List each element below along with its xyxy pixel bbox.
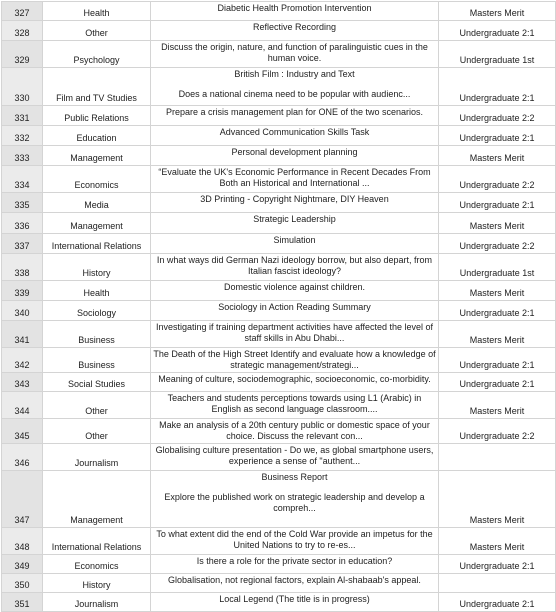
table-row bbox=[2, 254, 556, 281]
grade-cell: Undergraduate 2:1 bbox=[439, 21, 556, 41]
row-number: 344 bbox=[2, 392, 43, 419]
row-number: 334 bbox=[2, 166, 43, 193]
grade-cell: Undergraduate 2:1 bbox=[439, 593, 556, 612]
subject-cell: Psychology bbox=[43, 41, 151, 68]
grade-cell: Masters Merit bbox=[439, 2, 556, 21]
subject-cell: Business bbox=[43, 321, 151, 348]
grade-cell: Undergraduate 2:1 bbox=[439, 555, 556, 574]
table-row bbox=[2, 166, 556, 193]
essay-title-link[interactable] bbox=[151, 528, 439, 555]
essay-title-link[interactable] bbox=[151, 68, 439, 106]
essay-title-link[interactable] bbox=[151, 555, 439, 574]
row-number: 328 bbox=[2, 21, 43, 41]
grade-cell: Undergraduate 2:2 bbox=[439, 234, 556, 254]
row-number: 349 bbox=[2, 555, 43, 574]
row-number: 347 bbox=[2, 471, 43, 528]
table-row bbox=[2, 301, 556, 321]
subject-cell: Other bbox=[43, 21, 151, 41]
grade-cell: Undergraduate 2:1 bbox=[439, 193, 556, 213]
table-row bbox=[2, 193, 556, 213]
row-number: 339 bbox=[2, 281, 43, 301]
title-line[interactable]: Advanced Communication Skills Task bbox=[219, 127, 370, 137]
grade-cell: Undergraduate 2:2 bbox=[439, 106, 556, 126]
row-number: 348 bbox=[2, 528, 43, 555]
row-number: 337 bbox=[2, 234, 43, 254]
title-line[interactable]: Personal development planning bbox=[231, 147, 358, 157]
row-number: 340 bbox=[2, 301, 43, 321]
row-number: 336 bbox=[2, 213, 43, 234]
subject-cell: International Relations bbox=[43, 528, 151, 555]
essay-title-link[interactable] bbox=[151, 254, 439, 281]
essay-title-link[interactable] bbox=[151, 392, 439, 419]
grade-cell: Undergraduate 2:1 bbox=[439, 348, 556, 373]
essay-title-link[interactable] bbox=[151, 106, 439, 126]
grade-cell: Masters Merit bbox=[439, 528, 556, 555]
table-row bbox=[2, 471, 556, 528]
title-line[interactable]: To what extent did the end of the Cold War provide an impetus for the United Nations to try to re-es... bbox=[156, 529, 433, 550]
title-line[interactable]: Teachers and students perceptions towards using L1 (Arabic) in English as second language classroom.... bbox=[167, 393, 422, 414]
table-row bbox=[2, 321, 556, 348]
essay-title-link[interactable] bbox=[151, 471, 439, 528]
subject-cell: Social Studies bbox=[43, 373, 151, 392]
row-number: 338 bbox=[2, 254, 43, 281]
grade-cell: Undergraduate 1st bbox=[439, 41, 556, 68]
table-row bbox=[2, 419, 556, 444]
grade-cell: Undergraduate 2:2 bbox=[439, 419, 556, 444]
subject-cell: Public Relations bbox=[43, 106, 151, 126]
title-line[interactable]: Reflective Recording bbox=[252, 22, 337, 32]
grade-cell: Undergraduate 1st bbox=[439, 254, 556, 281]
table-row bbox=[2, 373, 556, 392]
table-row bbox=[2, 126, 556, 146]
table-row bbox=[2, 2, 556, 21]
title-line[interactable]: Local Legend (The title is in progress) bbox=[219, 594, 370, 604]
title-line[interactable]: Sociology in Action Reading Summary bbox=[218, 302, 371, 312]
essay-title-link[interactable] bbox=[151, 146, 439, 166]
essay-title-link[interactable] bbox=[151, 348, 439, 373]
subject-cell: History bbox=[43, 254, 151, 281]
subject-cell: Journalism bbox=[43, 593, 151, 612]
row-number: 327 bbox=[2, 2, 43, 21]
subject-cell: History bbox=[43, 574, 151, 593]
table-row bbox=[2, 574, 556, 593]
essay-title-link[interactable] bbox=[151, 2, 439, 21]
subject-cell: Sociology bbox=[43, 301, 151, 321]
row-number: 331 bbox=[2, 106, 43, 126]
row-number: 350 bbox=[2, 574, 43, 593]
title-line[interactable]: Make an analysis of a 20th century public or domestic space of your choice. Discuss the relevant con... bbox=[159, 420, 430, 441]
row-number: 332 bbox=[2, 126, 43, 146]
row-number: 335 bbox=[2, 193, 43, 213]
essays-table bbox=[1, 1, 556, 612]
table-row bbox=[2, 348, 556, 373]
subject-cell: Management bbox=[43, 146, 151, 166]
title-line[interactable]: Prepare a crisis management plan for ONE of the two scenarios. bbox=[165, 107, 424, 117]
subject-cell: Management bbox=[43, 213, 151, 234]
essay-title-link[interactable] bbox=[151, 234, 439, 254]
subject-cell: International Relations bbox=[43, 234, 151, 254]
title-line[interactable]: 3D Printing - Copyright Nightmare, DIY Heaven bbox=[200, 194, 389, 204]
table-row bbox=[2, 234, 556, 254]
title-line[interactable]: Discuss the origin, nature, and function of paralinguistic cues in the human voice. bbox=[161, 42, 428, 63]
grade-cell bbox=[439, 444, 556, 471]
table-row bbox=[2, 392, 556, 419]
essay-title-link[interactable] bbox=[151, 281, 439, 301]
row-number: 330 bbox=[2, 68, 43, 106]
row-number: 343 bbox=[2, 373, 43, 392]
subject-cell: Health bbox=[43, 2, 151, 21]
row-number: 341 bbox=[2, 321, 43, 348]
essay-title-link[interactable] bbox=[151, 193, 439, 213]
essay-title-link[interactable] bbox=[151, 419, 439, 444]
title-line[interactable]: Meaning of culture, sociodemographic, socioeconomic, co-morbidity. bbox=[158, 374, 431, 384]
table-row bbox=[2, 106, 556, 126]
title-line[interactable]: Investigating if training department activities have affected the level of staff skills in Abu Dhabi... bbox=[156, 322, 433, 343]
grade-cell: Masters Merit bbox=[439, 146, 556, 166]
grade-cell: Masters Merit bbox=[439, 213, 556, 234]
row-number: 346 bbox=[2, 444, 43, 471]
essay-title-link[interactable] bbox=[151, 126, 439, 146]
title-line[interactable]: Is there a role for the private sector in education? bbox=[196, 556, 393, 566]
table-row bbox=[2, 146, 556, 166]
subject-cell: Film and TV Studies bbox=[43, 68, 151, 106]
subject-cell: Journalism bbox=[43, 444, 151, 471]
subject-cell: Health bbox=[43, 281, 151, 301]
title-line[interactable]: Domestic violence against children. bbox=[223, 282, 366, 292]
table-row bbox=[2, 593, 556, 612]
table-row bbox=[2, 21, 556, 41]
grade-cell: Undergraduate 2:2 bbox=[439, 166, 556, 193]
title-line[interactable]: The Death of the High Street Identify and evaluate how a knowledge of strategic management/strategi... bbox=[153, 349, 436, 370]
grade-cell: Masters Merit bbox=[439, 471, 556, 528]
row-number: 342 bbox=[2, 348, 43, 373]
grade-cell: Undergraduate 2:1 bbox=[439, 301, 556, 321]
row-number: 329 bbox=[2, 41, 43, 68]
row-number: 333 bbox=[2, 146, 43, 166]
table-row bbox=[2, 213, 556, 234]
subject-cell: Media bbox=[43, 193, 151, 213]
subject-cell: Business bbox=[43, 348, 151, 373]
essay-title-link[interactable] bbox=[151, 321, 439, 348]
grade-cell: Undergraduate 2:1 bbox=[439, 373, 556, 392]
table-row bbox=[2, 528, 556, 555]
subject-cell: Education bbox=[43, 126, 151, 146]
title-line[interactable]: “Evaluate the UK's Economic Performance in Recent Decades From Both an Historical and International ... bbox=[158, 167, 431, 188]
essay-title-link[interactable] bbox=[151, 41, 439, 68]
title-line[interactable]: In what ways did German Nazi ideology borrow, but also depart, from Italian fascist ideology? bbox=[156, 255, 433, 276]
title-line[interactable]: Globalisation, not regional factors, explain Al-shabaab's appeal. bbox=[168, 575, 421, 585]
essay-title-link[interactable] bbox=[151, 301, 439, 321]
table-row bbox=[2, 444, 556, 471]
row-number: 345 bbox=[2, 419, 43, 444]
essay-title-link[interactable] bbox=[151, 593, 439, 612]
essay-title-link[interactable] bbox=[151, 444, 439, 471]
grade-cell: Masters Merit bbox=[439, 281, 556, 301]
row-number: 351 bbox=[2, 593, 43, 612]
subject-cell: Economics bbox=[43, 555, 151, 574]
table-row bbox=[2, 555, 556, 574]
essay-title-link[interactable] bbox=[151, 574, 439, 593]
subject-cell: Management bbox=[43, 471, 151, 528]
table-row bbox=[2, 68, 556, 106]
table-row bbox=[2, 281, 556, 301]
subject-cell: Other bbox=[43, 419, 151, 444]
title-line[interactable]: British Film : Industry and Text bbox=[234, 69, 355, 79]
title-line[interactable]: Explore the published work on strategic leadership and develop a compreh... bbox=[164, 492, 425, 513]
grade-cell: Masters Merit bbox=[439, 392, 556, 419]
title-line[interactable]: Business Report bbox=[261, 472, 328, 482]
title-line[interactable]: Simulation bbox=[273, 235, 316, 245]
essay-title-link[interactable] bbox=[151, 21, 439, 41]
essay-title-link[interactable] bbox=[151, 213, 439, 234]
title-line[interactable]: Strategic Leadership bbox=[253, 214, 336, 224]
essay-title-link[interactable] bbox=[151, 373, 439, 392]
essay-title-link[interactable] bbox=[151, 166, 439, 193]
grade-cell: Masters Merit bbox=[439, 321, 556, 348]
title-line[interactable]: Globalising culture presentation - Do we, as global smartphone users, experience a sense of "authent... bbox=[155, 445, 434, 466]
title-line[interactable]: Does a national cinema need to be popular with audienc... bbox=[178, 89, 411, 99]
title-line[interactable]: Diabetic Health Promotion Intervention bbox=[217, 3, 372, 13]
subject-cell: Economics bbox=[43, 166, 151, 193]
grade-cell: Undergraduate 2:1 bbox=[439, 126, 556, 146]
subject-cell: Other bbox=[43, 392, 151, 419]
grade-cell: Undergraduate 2:1 bbox=[439, 68, 556, 106]
table-row bbox=[2, 41, 556, 68]
grade-cell bbox=[439, 574, 556, 593]
